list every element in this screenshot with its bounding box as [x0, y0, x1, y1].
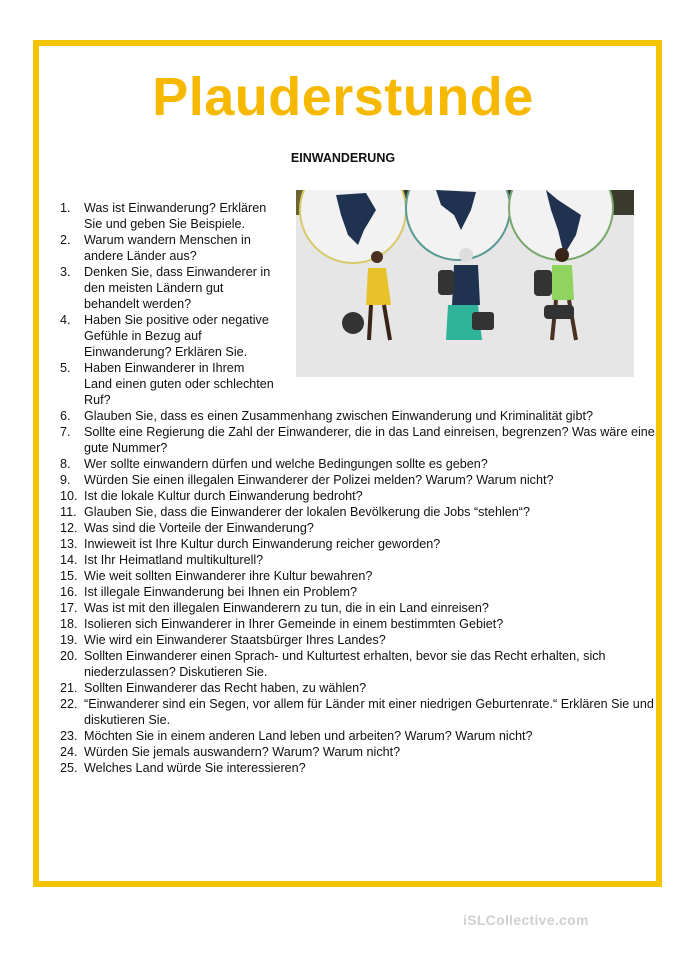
question-number: 21. — [60, 681, 78, 695]
question-item — [56, 360, 656, 408]
question-text: Haben Einwanderer in Ihrem Land einen guten oder schlechten Ruf? — [84, 361, 274, 407]
question-item — [56, 696, 656, 728]
page-subtitle: EINWANDERUNG — [290, 151, 396, 165]
question-number: 22. — [60, 697, 78, 711]
question-item — [56, 632, 656, 648]
question-text: Welches Land würde Sie interessieren? — [84, 761, 306, 775]
question-number: 4. — [60, 313, 71, 327]
question-number: 19. — [60, 633, 78, 647]
question-text: Was sind die Vorteile der Einwanderung? — [84, 521, 314, 535]
question-number: 17. — [60, 601, 78, 615]
question-number: 12. — [60, 521, 78, 535]
question-text: Denken Sie, dass Einwanderer in den meisten Ländern gut behandelt werden? — [84, 265, 271, 311]
question-item — [56, 760, 656, 776]
question-text: Würden Sie einen illegalen Einwanderer der Polizei melden? Warum? Warum nicht? — [84, 473, 554, 487]
question-number: 14. — [60, 553, 78, 567]
question-item — [56, 312, 656, 360]
question-number: 13. — [60, 537, 78, 551]
question-text: Glauben Sie, dass die Einwanderer der lokalen Bevölkerung die Jobs “stehlen“? — [84, 505, 530, 519]
page-title: Plauderstunde — [152, 67, 534, 127]
question-item — [56, 552, 656, 568]
question-text: Wie wird ein Einwanderer Staatsbürger Ihres Landes? — [84, 633, 386, 647]
question-text: Warum wandern Menschen in andere Länder aus? — [84, 233, 251, 263]
question-number: 3. — [60, 265, 71, 279]
question-item — [56, 728, 656, 744]
question-item — [56, 488, 656, 504]
question-number: 20. — [60, 649, 78, 663]
question-text: Isolieren sich Einwanderer in Ihrer Gemeinde in einem bestimmten Gebiet? — [84, 617, 504, 631]
question-number: 18. — [60, 617, 78, 631]
question-number: 7. — [60, 425, 71, 439]
question-text: Sollte eine Regierung die Zahl der Einwanderer, die in das Land einreisen, begrenzen? Was wäre eine gute Nummer? — [84, 425, 655, 455]
question-number: 15. — [60, 569, 78, 583]
question-text: Möchten Sie in einem anderen Land leben und arbeiten? Warum? Warum nicht? — [84, 729, 533, 743]
question-item — [56, 472, 656, 488]
question-item — [56, 584, 656, 600]
question-text: Sollten Einwanderer das Recht haben, zu wählen? — [84, 681, 367, 695]
question-number: 1. — [60, 201, 71, 215]
question-text: Was ist Einwanderung? Erklären Sie und geben Sie Beispiele. — [84, 201, 267, 231]
question-text: Wer sollte einwandern dürfen und welche Bedingungen sollte es geben? — [84, 457, 488, 471]
question-number: 5. — [60, 361, 71, 375]
question-text: Ist illegale Einwanderung bei Ihnen ein Problem? — [84, 585, 358, 599]
question-item — [56, 520, 656, 536]
question-item — [56, 200, 656, 232]
question-item — [56, 568, 656, 584]
question-item — [56, 744, 656, 760]
question-item — [56, 504, 656, 520]
question-number: 11. — [60, 505, 77, 519]
question-text: Ist Ihr Heimatland multikulturell? — [84, 553, 264, 567]
question-number: 23. — [60, 729, 78, 743]
question-item — [56, 536, 656, 552]
question-item — [56, 680, 656, 696]
question-item — [56, 456, 656, 472]
question-item — [56, 648, 656, 680]
question-number: 10. — [60, 489, 78, 503]
question-number: 8. — [60, 457, 71, 471]
question-text: Ist die lokale Kultur durch Einwanderung bedroht? — [84, 489, 363, 503]
question-number: 25. — [60, 761, 78, 775]
question-number: 24. — [60, 745, 78, 759]
question-item — [56, 264, 656, 312]
question-number: 2. — [60, 233, 71, 247]
watermark: iSLCollective.com — [463, 912, 589, 928]
question-item — [56, 408, 656, 424]
question-text: Würden Sie jemals auswandern? Warum? Warum nicht? — [84, 745, 401, 759]
question-text: “Einwanderer sind ein Segen, vor allem für Länder mit einer niedrigen Geburtenrate.“ Erklären Sie und diskutieren Sie. — [84, 697, 654, 727]
question-text: Wie weit sollten Einwanderer ihre Kultur bewahren? — [84, 569, 373, 583]
question-number: 9. — [60, 473, 71, 487]
question-item — [56, 600, 656, 616]
question-text: Glauben Sie, dass es einen Zusammenhang zwischen Einwanderung und Kriminalität gibt? — [84, 409, 593, 423]
question-text: Haben Sie positive oder negative Gefühle in Bezug auf Einwanderung? Erklären Sie. — [84, 313, 269, 359]
question-text: Inwieweit ist Ihre Kultur durch Einwanderung reicher geworden? — [84, 537, 441, 551]
question-item — [56, 616, 656, 632]
question-item — [56, 232, 656, 264]
question-item — [56, 424, 656, 456]
question-text: Sollten Einwanderer einen Sprach- und Kulturtest erhalten, bevor sie das Recht erhalten, sich niederzulassen? Diskutieren Sie. — [84, 649, 606, 679]
question-list — [56, 200, 656, 776]
question-number: 6. — [60, 409, 71, 423]
question-text: Was ist mit den illegalen Einwanderern zu tun, die in ein Land einreisen? — [84, 601, 489, 615]
question-number: 16. — [60, 585, 78, 599]
